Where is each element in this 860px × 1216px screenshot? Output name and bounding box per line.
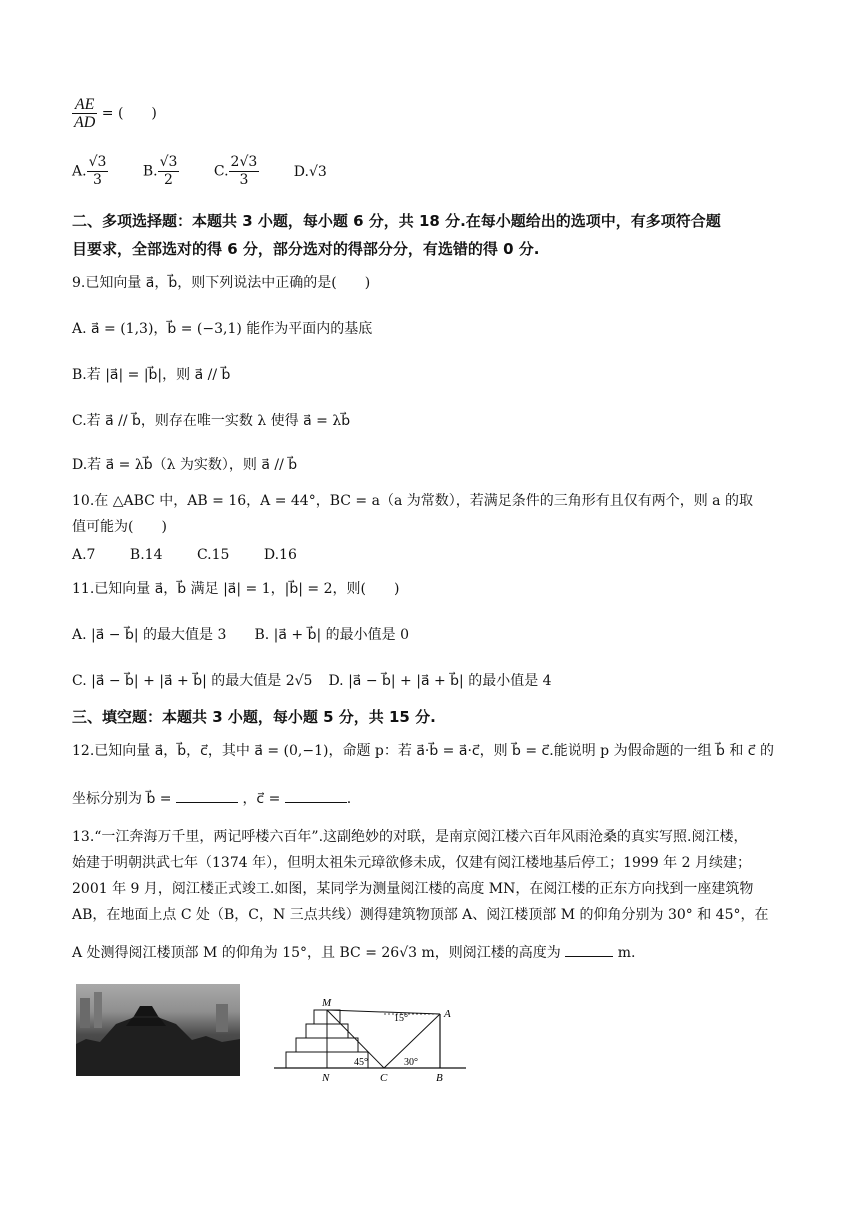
q11-options-ab: [72, 624, 820, 646]
point-m-label: M: [322, 997, 332, 1009]
point-b-label: B: [436, 1072, 443, 1084]
option-fraction: [87, 154, 109, 189]
option-numerator: √3: [159, 154, 178, 170]
section2-heading-line1: 二、多项选择题：本题共 3 小题，每小题 6 分，共 18 分.在每小题给出的选项中，有多项符合题: [72, 212, 721, 230]
fraction-ae-ad: [72, 96, 97, 131]
q12-answer-blank-b[interactable]: [176, 788, 238, 803]
q10-stem-line1: 10.在 △ABC 中，AB = 16，A = 44°，BC = a（a 为常数），若满足条件的三角形有且仅有两个，则 a 的取: [72, 493, 753, 509]
q8-option-d: [294, 161, 327, 183]
option-fraction: [229, 154, 260, 189]
point-c-label: C: [380, 1072, 388, 1084]
fraction-numerator: AE: [72, 96, 97, 114]
q8-option-c: [214, 154, 259, 189]
q13-line3: 2001 年 9 月，阅江楼正式竣工.如图，某同学为测量阅江楼的高度 MN，在阅江楼的正东方向找到一座建筑物: [72, 881, 754, 897]
q10-options: [72, 544, 820, 566]
q9-option-a: A. a⃗ = (1,3)，b⃗ = (−3,1) 能作为平面内的基底: [72, 321, 373, 337]
q12-period: .: [346, 791, 352, 807]
q9-option-b: B.若 |a⃗| = |b⃗|，则 a⃗ // b⃗: [72, 367, 231, 383]
section2-heading-line2: 目要求，全部选对的得 6 分，部分选对的得部分分，有选错的得 0 分.: [72, 240, 540, 258]
option-fraction: [158, 154, 180, 189]
q9-option-c: C.若 a⃗ // b⃗，则存在唯一实数 λ 使得 a⃗ = λb⃗: [72, 413, 351, 429]
q8-option-b: [143, 154, 180, 189]
angle-45-label: 45°: [354, 1057, 368, 1068]
q11-stem: 11.已知向量 a⃗，b⃗ 满足 |a⃗| = 1，|b⃗| = 2，则( ): [72, 581, 400, 597]
q11-option-c: C. |a⃗ − b⃗| + |a⃗ + b⃗| 的最大值是 2√5: [72, 673, 313, 689]
fraction-denominator: AD: [74, 114, 96, 131]
section3-heading: 三、填空题：本题共 3 小题，每小题 5 分，共 15 分.: [72, 708, 436, 726]
q10-option-d: D.16: [263, 547, 297, 563]
q8-options: [72, 154, 820, 189]
q11-option-d: D. |a⃗ − b⃗| + |a⃗ + b⃗| 的最小值是 4: [328, 673, 552, 689]
point-a-label: A: [444, 1008, 451, 1020]
angle-15-label: 15°: [394, 1013, 408, 1024]
q8-tail: [72, 96, 820, 131]
angle-30-label: 30°: [404, 1057, 418, 1068]
q8-option-a: [72, 154, 108, 189]
q11-option-a: A. |a⃗ − b⃗| 的最大值是 3: [72, 627, 227, 643]
q12-c-label: ，c⃗ =: [242, 791, 281, 807]
option-label: D.: [293, 163, 309, 180]
q12-line2: [72, 788, 820, 810]
option-numerator: 2√3: [230, 154, 258, 170]
geometry-diagram: [270, 994, 470, 1084]
option-denominator: 2: [164, 172, 173, 188]
q12-line1: 12.已知向量 a⃗，b⃗，c⃗，其中 a⃗ = (0,−1)，命题 p：若 a⃗·b⃗ = a⃗·c⃗，则 b⃗ = c⃗.能说明 p 为假命题的一组 b⃗ 和 c⃗ 的: [72, 743, 774, 759]
option-label: A.: [72, 163, 87, 180]
q9-option-d: D.若 a⃗ = λb⃗（λ 为实数），则 a⃗ // b⃗: [72, 457, 298, 473]
point-n-label: N: [322, 1072, 330, 1084]
q13-unit: m.: [617, 945, 636, 961]
q10-stem-line2: 值可能为( ): [72, 519, 167, 535]
fraction-equals: = ( ): [101, 105, 157, 122]
q13-line2: 始建于明朝洪武七年（1374 年），但明太祖朱元璋欲修未成，仅建有阅江楼地基后停工；1999 年 2 月续建；: [72, 855, 751, 871]
q10-option-c: C.15: [196, 547, 230, 563]
option-denominator: 3: [239, 172, 249, 188]
option-numerator: √3: [88, 154, 107, 170]
q12-answer-blank-c[interactable]: [285, 788, 347, 803]
option-denominator: 3: [93, 172, 102, 188]
q10-option-a: A.7: [72, 547, 96, 563]
option-value: √3: [308, 163, 327, 180]
q13-line4: AB，在地面上点 C 处（B，C，N 三点共线）测得建筑物顶部 A、阅江楼顶部 M 的仰角分别为 30° 和 45°，在: [72, 907, 769, 923]
q13-line5: [72, 942, 820, 964]
q10-option-b: B.14: [129, 547, 163, 563]
tower-photo: [76, 984, 240, 1076]
q9-stem: 9.已知向量 a⃗，b⃗，则下列说法中正确的是( ): [72, 275, 371, 291]
q13-answer-blank[interactable]: [565, 942, 613, 957]
option-label: C.: [213, 163, 229, 180]
option-label: B.: [142, 163, 158, 180]
tower-photo-silhouette: [76, 984, 240, 1076]
q11-option-b: B. |a⃗ + b⃗| 的最小值是 0: [254, 627, 409, 643]
q13-line1: 13.“一江奔海万千里，两记呼楼六百年”.这副绝妙的对联，是南京阅江楼六百年风雨沧桑的真实写照.阅江楼，: [72, 829, 748, 845]
q12-b-label: 坐标分别为 b⃗ =: [72, 791, 172, 807]
q13-line5-text: A 处测得阅江楼顶部 M 的仰角为 15°，且 BC = 26√3 m，则阅江楼的高度为: [72, 945, 561, 961]
q11-options-cd: [72, 670, 820, 692]
